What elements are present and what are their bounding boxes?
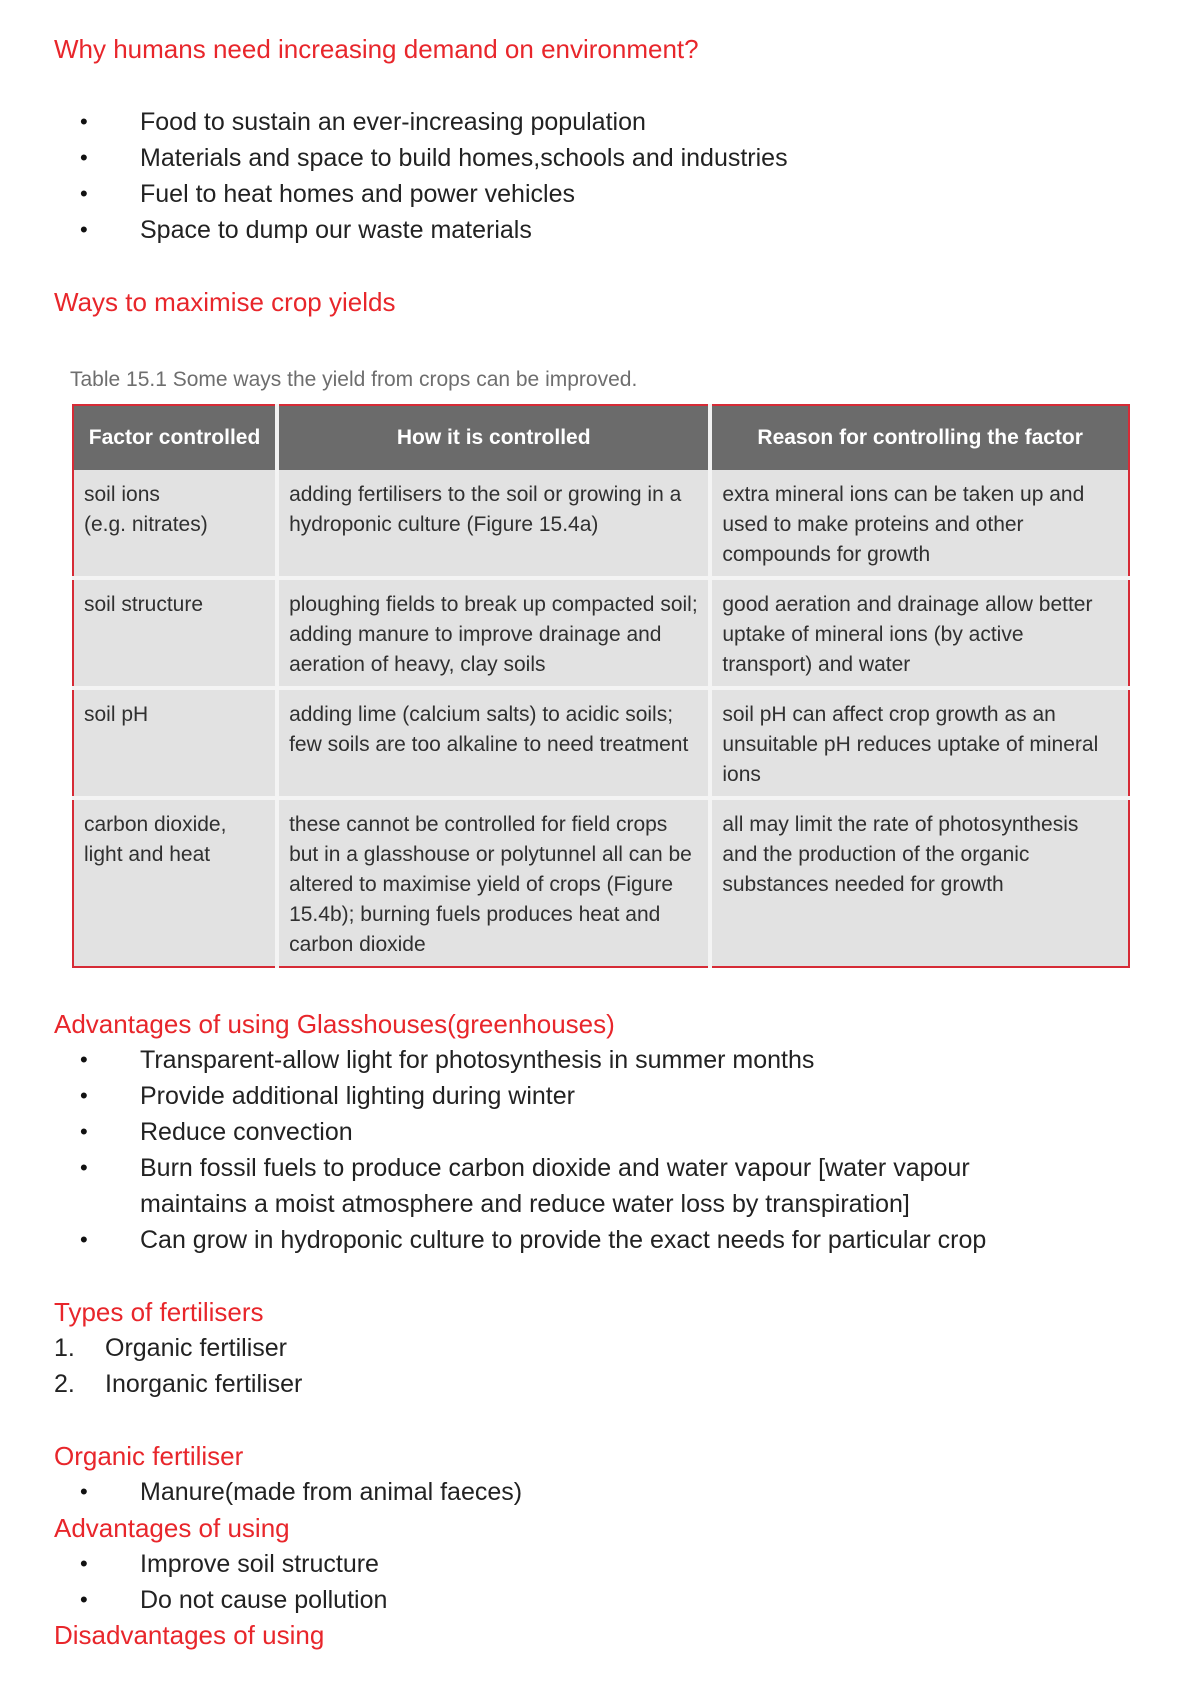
factor-cell: soil ions (e.g. nitrates)	[73, 470, 277, 578]
table-row	[73, 798, 1129, 967]
list-item: • Can grow in hydroponic culture to provide the exact needs for particular crop	[0, 1222, 1060, 1258]
factor-cell: carbon dioxide, light and heat	[73, 798, 277, 967]
organic-list	[0, 1474, 1060, 1510]
list-item: • Reduce convection	[0, 1114, 1060, 1150]
list-item: • Burn fossil fuels to produce carbon dioxide and water vapour [water vapour maintains a moist atmosphere and reduce water loss by transpiration]	[0, 1150, 1060, 1222]
list-item: • Provide additional lighting during winter	[0, 1078, 1060, 1114]
list-item: • Fuel to heat homes and power vehicles	[0, 176, 1060, 212]
list-item: • Space to dump our waste materials	[0, 212, 1060, 248]
list-item: • Improve soil structure	[0, 1546, 1060, 1582]
table-row	[73, 470, 1129, 578]
table-row	[73, 688, 1129, 798]
fertiliser-types-heading: Types of fertilisers	[54, 1297, 264, 1327]
demand-list	[0, 104, 1060, 248]
glasshouses-heading: Advantages of using Glasshouses(greenhouses)	[54, 1009, 615, 1039]
list-item-text: Inorganic fertiliser	[105, 1370, 303, 1398]
reason-cell: extra mineral ions can be taken up and used to make proteins and other compounds for growth	[722, 483, 1085, 566]
factor-cell: soil structure	[73, 578, 277, 688]
list-number: 1.	[54, 1334, 75, 1362]
disadvantages-heading: Disadvantages of using	[54, 1620, 325, 1650]
advantages-list	[0, 1546, 1060, 1618]
list-item: • Do not cause pollution	[0, 1582, 1060, 1618]
method-cell: adding fertilisers to the soil or growing in a hydroponic culture (Figure 15.4a)	[277, 470, 710, 578]
list-item: • Transparent-allow light for photosynthesis in summer months	[0, 1042, 1060, 1078]
table-row	[73, 578, 1129, 688]
column-header-how: How it is controlled	[277, 405, 710, 470]
table-body	[73, 470, 1129, 967]
table-caption: Table 15.1 Some ways the yield from crops can be improved.	[70, 368, 638, 391]
table-header-row	[73, 405, 1129, 470]
crop-yield-table	[72, 404, 1130, 968]
crop-yield-table-figure	[56, 362, 1136, 970]
list-item: • Manure(made from animal faeces)	[0, 1474, 1060, 1510]
factor-cell: soil pH	[73, 688, 277, 798]
list-item-text: Organic fertiliser	[105, 1334, 287, 1362]
column-header-reason: Reason for controlling the factor	[710, 405, 1129, 470]
list-item: • Food to sustain an ever-increasing population	[0, 104, 1060, 140]
organic-heading: Organic fertiliser	[54, 1441, 244, 1471]
method-cell: adding lime (calcium salts) to acidic soils; few soils are too alkaline to need treatment	[277, 688, 710, 798]
advantages-heading: Advantages of using	[54, 1513, 290, 1543]
list-number: 2.	[54, 1370, 75, 1398]
glasshouses-list	[0, 1042, 1060, 1258]
reason-cell: soil pH can affect crop growth as an unsuitable pH reduces uptake of mineral ions	[710, 688, 1129, 798]
list-item: • Materials and space to build homes,schools and industries	[0, 140, 1060, 176]
column-header-factor: Factor controlled	[73, 405, 277, 470]
method-cell: these cannot be controlled for field crops but in a glasshouse or polytunnel all can be altered to maximise yield of crops (Figure 15.4b); burning fuels produces heat and carbon dioxide	[277, 798, 710, 967]
list-item	[0, 1366, 302, 1402]
reason-cell: all may limit the rate of photosynthesis and the production of the organic substances needed for growth	[710, 798, 1129, 967]
method-cell: ploughing fields to break up compacted soil; adding manure to improve drainage and aeration of heavy, clay soils	[277, 578, 710, 688]
crop-yields-heading: Ways to maximise crop yields	[54, 287, 396, 317]
reason-cell: good aeration and drainage allow better uptake of mineral ions (by active transport) and water	[710, 578, 1129, 688]
demand-heading: Why humans need increasing demand on environment?	[54, 34, 699, 64]
fertiliser-types-list	[0, 1330, 302, 1402]
list-item	[0, 1330, 302, 1366]
